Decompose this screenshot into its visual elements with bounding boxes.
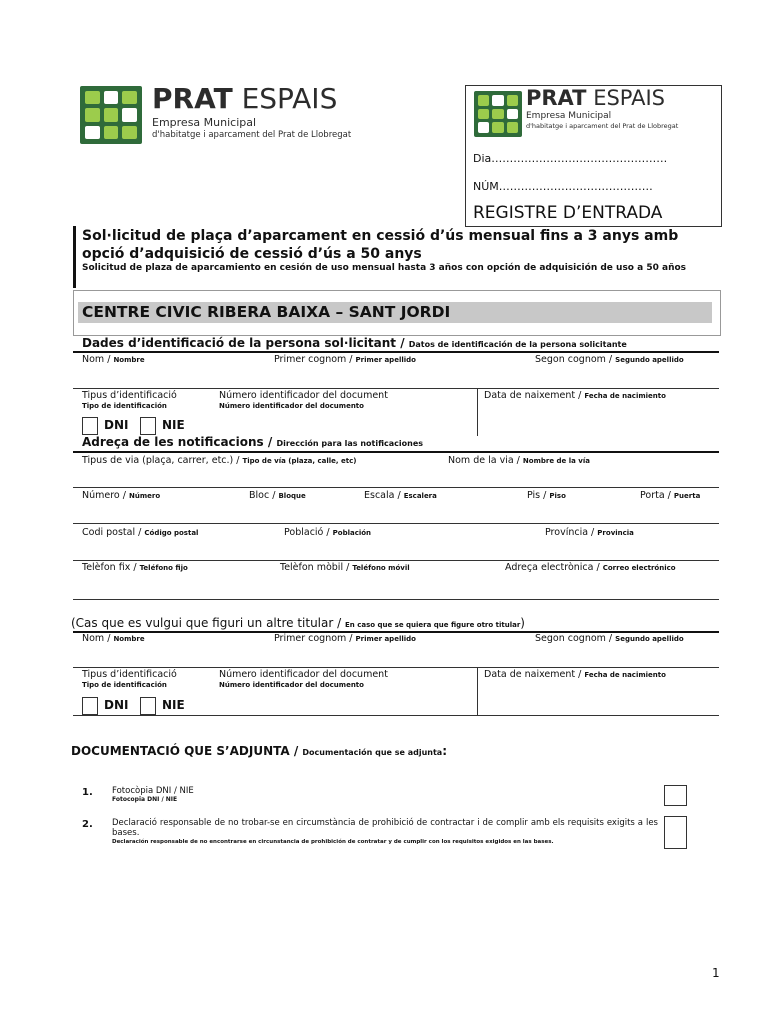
- doc-item-ca: Fotocòpia DNI / NIE: [112, 786, 194, 796]
- field-divider: [477, 667, 478, 715]
- doc-checkbox-1[interactable]: [664, 785, 687, 806]
- address-section-header: [82, 435, 423, 449]
- label-es: Número identificador del documento: [219, 402, 364, 410]
- label-es: Nombre de la vía: [522, 457, 590, 465]
- register-number-field[interactable]: NÚM……………………………………: [473, 180, 653, 193]
- docs-header-ca: DOCUMENTACIÓ QUE S’ADJUNTA /: [71, 744, 299, 758]
- label-es: Escalera: [403, 492, 437, 500]
- label-es: Fecha de nacimiento: [584, 671, 666, 679]
- doc-item-es: Declaración responsable de no encontrarse en circunstancia de prohibición de contratar y de cumplir con los requisitos exigidos en las bases.: [112, 839, 554, 845]
- door-label: [640, 490, 700, 501]
- centre-name: CENTRE CIVIC RIBERA BAIXA – SANT JORDI: [78, 302, 712, 323]
- province-label: [545, 527, 634, 538]
- label-ca: Tipus d’identificació: [82, 390, 177, 401]
- label-es: Primer apellido: [355, 356, 416, 364]
- field-line: [73, 487, 719, 488]
- address-header-es: Dirección para las notificaciones: [276, 439, 424, 448]
- label-ca: Adreça electrònica /: [505, 562, 600, 573]
- documentation-header: [71, 744, 447, 758]
- label-es: Primer apellido: [355, 635, 416, 643]
- nie-label: NIE: [162, 698, 185, 712]
- label-es: Bloque: [278, 492, 306, 500]
- second-surname-label: [535, 354, 684, 365]
- logo-mark-icon: [80, 86, 142, 144]
- second-header-ca: (Cas que es vulgui que figuri un altre titular /: [71, 616, 342, 630]
- label-es: Piso: [549, 492, 566, 500]
- nie-label: NIE: [162, 418, 185, 432]
- label-ca: Primer cognom /: [274, 633, 353, 644]
- doc-item-number: 1.: [82, 787, 93, 798]
- label-ca: Número identificador del document: [219, 390, 388, 401]
- doc-item-text: [112, 786, 652, 803]
- label-ca: Primer cognom /: [274, 354, 353, 365]
- town-label: [284, 527, 371, 538]
- dni-label: DNI: [104, 418, 129, 432]
- label-ca: Codi postal /: [82, 527, 142, 538]
- field-line: [73, 523, 719, 524]
- second-header-es: En caso que se quiera que figure otro titular: [345, 621, 521, 629]
- label-ca: Telèfon mòbil /: [280, 562, 350, 573]
- label-ca: Número /: [82, 490, 126, 501]
- dni-checkbox[interactable]: [82, 417, 98, 435]
- title-left-bar: [73, 226, 76, 288]
- label-es: Teléfono móvil: [352, 564, 410, 572]
- brand-name-bold: PRAT: [526, 86, 587, 110]
- second-header-close: ): [520, 616, 525, 630]
- first-surname-label: [274, 354, 416, 365]
- brand-name-light: ESPAIS: [241, 82, 338, 115]
- label-ca: Pis /: [527, 490, 547, 501]
- brand-tagline: d'habitatge i aparcament del Prat de Llobregat: [152, 130, 352, 140]
- field-line: [73, 560, 719, 561]
- field-divider: [477, 388, 478, 436]
- number-label: [82, 490, 160, 501]
- block-label: [249, 490, 306, 501]
- label-ca: Escala /: [364, 490, 401, 501]
- doc-item-ca: Declaració responsable de no trobar-se en circumstància de prohibició de contractar i de complir amb els requisits exigits a les bases.: [112, 818, 658, 838]
- brand-subtitle: Empresa Municipal: [526, 111, 612, 121]
- field-line: [73, 388, 719, 389]
- label-ca: Nom /: [82, 354, 111, 365]
- label-es: Teléfono fijo: [139, 564, 188, 572]
- label-ca: Tipus d’identificació: [82, 669, 177, 680]
- dni-label: DNI: [104, 698, 129, 712]
- label-es: Nombre: [113, 635, 145, 643]
- id-type-label: [82, 669, 177, 691]
- label-ca: Telèfon fix /: [82, 562, 137, 573]
- label-ca: Bloc /: [249, 490, 276, 501]
- docs-header-colon: :: [442, 744, 448, 758]
- dni-checkbox[interactable]: [82, 697, 98, 715]
- label-ca: Segon cognom /: [535, 633, 613, 644]
- doc-item-number: 2.: [82, 819, 93, 830]
- street-name-label: [448, 455, 590, 466]
- id-number-label: [219, 390, 388, 412]
- applicant-section-header: [82, 336, 627, 350]
- label-es: Número: [129, 492, 161, 500]
- page-number: 1: [712, 966, 720, 980]
- label-ca: Data de naixement /: [484, 390, 582, 401]
- nie-checkbox[interactable]: [140, 697, 156, 715]
- applicant-header-ca: Dades d’identificació de la persona sol·licitant /: [82, 336, 405, 350]
- first-name-label: [82, 354, 145, 365]
- label-ca: Nom /: [82, 633, 111, 644]
- birth-date-label: [484, 669, 666, 680]
- street-type-label: [82, 455, 356, 466]
- brand-name-bold: PRAT: [152, 82, 233, 115]
- label-ca: Tipus de via (plaça, carrer, etc.) /: [82, 455, 240, 466]
- register-day-field[interactable]: Dia…………………………………………: [473, 152, 668, 165]
- landline-label: [82, 562, 188, 573]
- doc-item-text: [112, 818, 658, 845]
- second-surname-label: [535, 633, 684, 644]
- first-name-label: [82, 633, 145, 644]
- section-divider: [73, 451, 719, 453]
- label-ca: Porta /: [640, 490, 671, 501]
- postal-code-label: [82, 527, 198, 538]
- page-subtitle: Solicitud de plaza de aparcamiento en cesión de uso mensual hasta 3 años con opción de adquisición de uso a 50 años: [82, 263, 687, 273]
- id-type-label: [82, 390, 177, 412]
- page-title: Sol·licitud de plaça d’aparcament en cessió d’ús mensual fins a 3 anys amb opció d’adquisició de cessió d’ús a 50 anys: [82, 228, 679, 262]
- brand-name-light: ESPAIS: [593, 86, 666, 110]
- id-number-label: [219, 669, 388, 691]
- label-ca: Segon cognom /: [535, 354, 613, 365]
- address-header-ca: Adreça de les notificacions /: [82, 435, 273, 449]
- docs-header-es: Documentación que se adjunta: [302, 748, 443, 757]
- label-ca: Província /: [545, 527, 595, 538]
- label-es: Provincia: [597, 529, 634, 537]
- floor-label: [527, 490, 566, 501]
- label-es: Puerta: [673, 492, 701, 500]
- label-es: Segundo apellido: [615, 356, 684, 364]
- label-es: Tipo de identificación: [82, 402, 167, 410]
- label-es: Código postal: [144, 529, 199, 537]
- register-logo: [472, 88, 712, 134]
- label-es: Segundo apellido: [615, 635, 684, 643]
- label-ca: Nom de la via /: [448, 455, 520, 466]
- label-es: Correo electrónico: [602, 564, 676, 572]
- mobile-label: [280, 562, 410, 573]
- section-divider: [73, 351, 719, 353]
- doc-item-es: Fotocopia DNI / NIE: [112, 796, 178, 803]
- field-line: [73, 667, 719, 668]
- brand-subtitle: Empresa Municipal: [152, 116, 257, 129]
- field-line: [73, 715, 719, 716]
- company-logo: [80, 82, 380, 146]
- register-title: REGISTRE D’ENTRADA: [473, 203, 663, 223]
- label-ca: Data de naixement /: [484, 669, 582, 680]
- doc-checkbox-2[interactable]: [664, 816, 687, 849]
- birth-date-label: [484, 390, 666, 401]
- applicant-header-es: Datos de identificación de la persona solicitante: [408, 340, 627, 349]
- first-surname-label: [274, 633, 416, 644]
- label-es: Población: [332, 529, 372, 537]
- logo-mark-icon: [474, 91, 522, 137]
- label-es: Tipo de vía (plaza, calle, etc): [242, 457, 357, 465]
- label-es: Nombre: [113, 356, 145, 364]
- email-label: [505, 562, 676, 573]
- label-ca: Població /: [284, 527, 330, 538]
- label-es: Número identificador del documento: [219, 681, 364, 689]
- field-line: [73, 599, 719, 600]
- nie-checkbox[interactable]: [140, 417, 156, 435]
- label-ca: Número identificador del document: [219, 669, 388, 680]
- second-holder-header: [71, 616, 525, 630]
- label-es: Fecha de nacimiento: [584, 392, 666, 400]
- label-es: Tipo de identificación: [82, 681, 167, 689]
- brand-tagline: d'habitatge i aparcament del Prat de Llobregat: [526, 122, 679, 130]
- stair-label: [364, 490, 437, 501]
